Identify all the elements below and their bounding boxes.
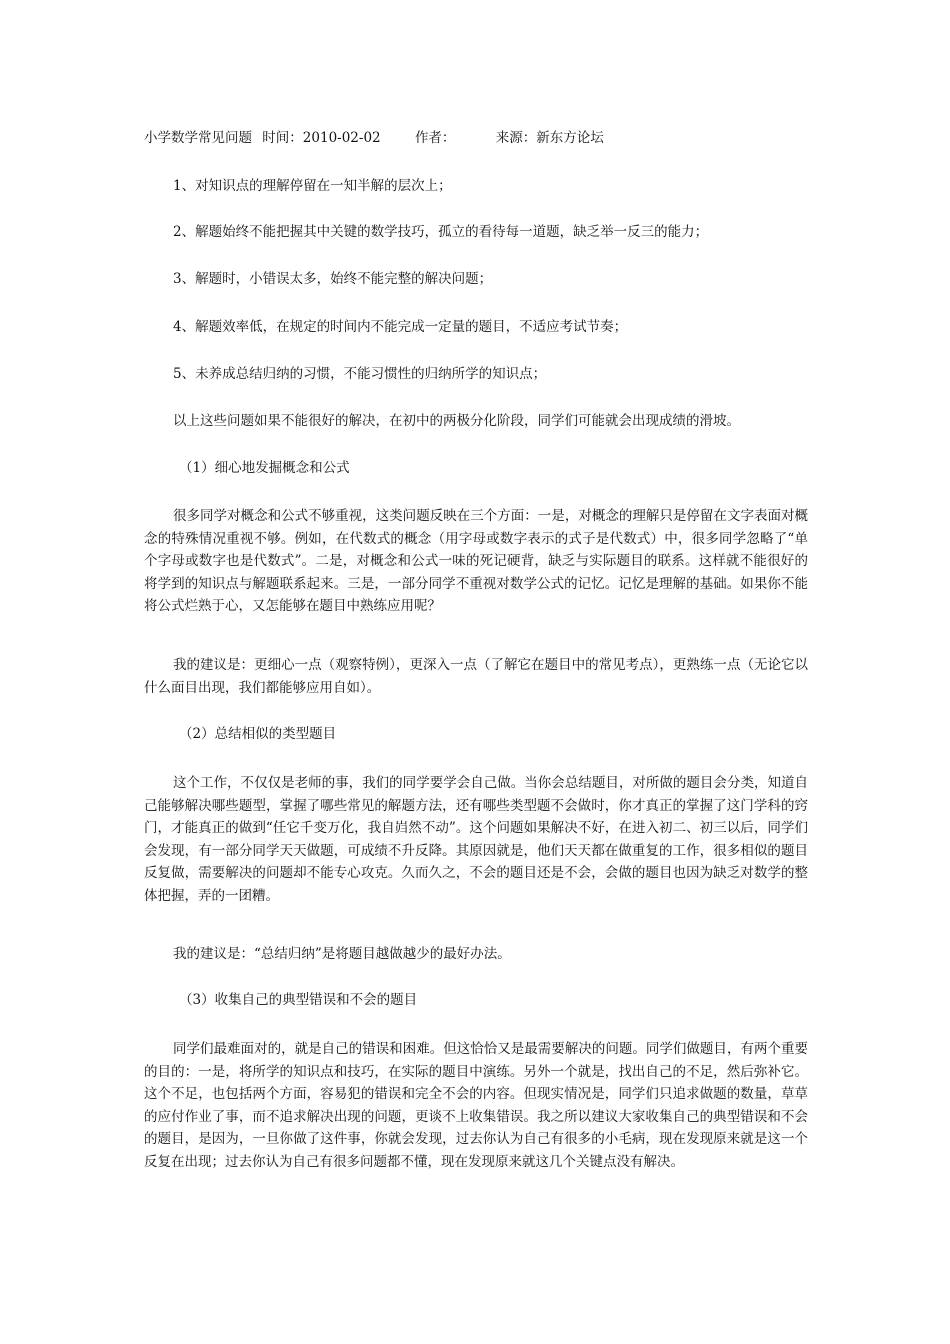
article-author: 作者： — [414, 130, 456, 146]
summary-paragraph: 以上这些问题如果不能很好的解决，在初中的两极分化阶段，同学们可能就会出现成绩的滑坡。 — [173, 413, 740, 429]
section-body: 同学们最难面对的，就是自己的错误和困难。但这恰恰又是最需要解决的问题。同学们做题目，有两个重要的目的：一是，将所学的知识点和技巧，在实际的题目中演练。另外一个就是，找出自己的不足，然后弥补它。这个不足，也包括两个方面，容易犯的错误和完全不会的内容。但现实情况是，同学们只追求做题的数量，草草的应付作业了事，而不追求解决出现的问题，更谈不上收集错误。我之所以建议大家收集自己的典型错误和不会的题目，是因为，一旦你做了这件事，你就会发现，过去你认为自己有很多的小毛病，现在发现原来就是这一个反复在出现；过去你认为自己有很多问题都不懂，现在发现原来就这几个关键点没有解决。 — [144, 1041, 808, 1170]
problem-item: 4、解题效率低，在规定的时间内不能完成一定量的题目，不适应考试节奏； — [173, 319, 628, 335]
article-source: 来源：新东方论坛 — [495, 130, 604, 146]
section-body: 这个工作，不仅仅是老师的事，我们的同学要学会自己做。当你会总结题目，对所做的题目会分类，知道自己能够解决哪些题型，掌握了哪些常见的解题方法，还有哪些类型题不会做时，你才真正的掌握了这门学科的窍门，才能真正的做到“任它千变万化，我自岿然不动”。这个问题如果解决不好，在进入初二、初三以后，同学们会发现，有一部分同学天天做题，可成绩不升反降。其原因就是，他们天天都在做重复的工作，很多相似的题目反复做，需要解决的问题却不能专心攻克。久而久之，不会的题目还是不会，会做的题目也因为缺乏对数学的整体把握，弄的一团糟。 — [144, 775, 808, 904]
problem-item: 2、解题始终不能把握其中关键的数学技巧，孤立的看待每一道题，缺乏举一反三的能力； — [173, 224, 709, 240]
section-heading: （3）收集自己的典型错误和不会的题目 — [179, 992, 418, 1008]
section-body: 很多同学对概念和公式不够重视，这类问题反映在三个方面：一是，对概念的理解只是停留在文字表面对概念的特殊情况重视不够。例如，在代数式的概念（用字母或数字表示的式子是代数式）中，很多同学忽略了“单个字母或数字也是代数式”。二是，对概念和公式一味的死记硬背，缺乏与实际题目的联系。这样就不能很好的将学到的知识点与解题联系起来。三是，一部分同学不重视对数学公式的记忆。记忆是理解的基础。如果你不能将公式烂熟于心，又怎能够在题目中熟练应用呢？ — [144, 508, 808, 614]
problem-item: 1、对知识点的理解停留在一知半解的层次上； — [173, 178, 452, 194]
problem-item: 3、解题时，小错误太多，始终不能完整的解决问题； — [173, 271, 493, 287]
section-heading: （1）细心地发掘概念和公式 — [179, 460, 350, 476]
article-time: 时间：2010-02-02 — [262, 130, 381, 146]
section-advice: 我的建议是：“总结归纳”是将题目越做越少的最好办法。 — [173, 946, 511, 962]
section-advice: 我的建议是：更细心一点（观察特例），更深入一点（了解它在题目中的常见考点），更熟练一点（无论它以什么面目出现，我们都能够应用自如）。 — [144, 657, 808, 696]
section-heading: （2）总结相似的类型题目 — [179, 726, 337, 742]
problem-item: 5、未养成总结归纳的习惯，不能习惯性的归纳所学的知识点； — [173, 366, 547, 382]
article-header — [144, 130, 604, 146]
article-title: 小学数学常见问题 — [144, 130, 252, 146]
